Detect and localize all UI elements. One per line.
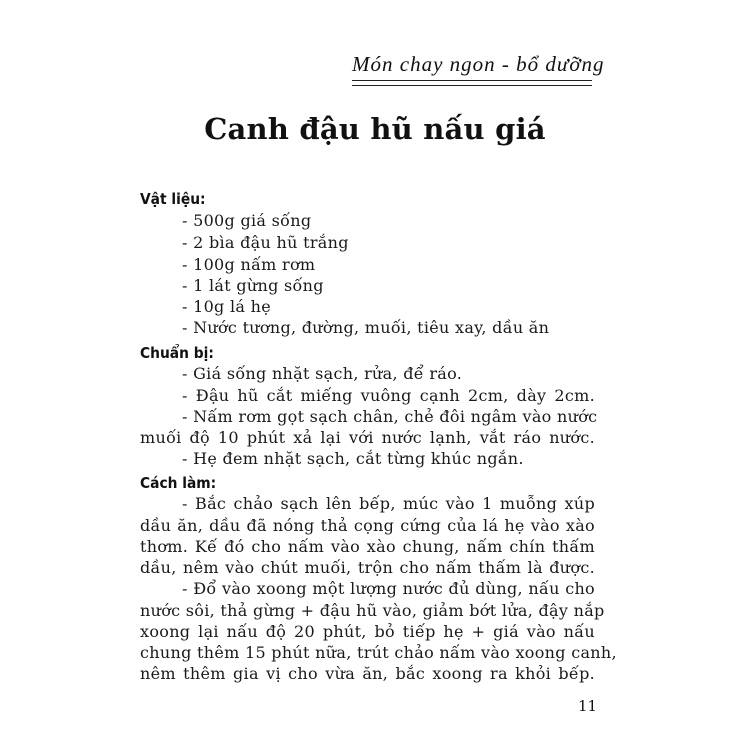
preparation-line: - Đậu hũ cắt miếng vuông cạnh 2cm, dày 2cm. (182, 386, 595, 405)
page-number: 11 (578, 697, 598, 715)
header-rule (352, 80, 592, 86)
ingredient-item: - Nước tương, đường, muối, tiêu xay, dầu ăn (182, 318, 550, 337)
ingredient-item: - 500g giá sống (182, 211, 312, 230)
method-line: chung thêm 15 phút nữa, trút chảo nấm vào xoong canh, (140, 643, 617, 662)
preparation-line: - Hẹ đem nhặt sạch, cắt từng khúc ngắn. (182, 449, 524, 468)
preparation-line: - Nấm rơm gọt sạch chân, chẻ đôi ngâm vào nước (182, 407, 598, 426)
method-line: thơm. Kế đó cho nấm vào xào chung, nấm chín thấm (140, 537, 595, 556)
ingredients-heading: Vật liệu: (140, 190, 206, 208)
running-header: Món chay ngon - bổ dưỡng (352, 52, 605, 76)
method-heading: Cách làm: (140, 474, 217, 492)
recipe-title: Canh đậu hũ nấu giá (204, 112, 546, 146)
method-line: dầu, nêm vào chút muối, trộn cho nấm thấm là được. (140, 558, 595, 577)
ingredient-item: - 10g lá hẹ (182, 297, 271, 316)
preparation-heading: Chuẩn bị: (140, 344, 214, 362)
method-line: - Bắc chảo sạch lên bếp, múc vào 1 muỗng xúp (182, 494, 595, 513)
method-line: xoong lại nấu độ 20 phút, bỏ tiếp hẹ + giá vào nấu (140, 622, 595, 641)
method-line: - Đổ vào xoong một lượng nước đủ dùng, nấu cho (182, 579, 595, 598)
ingredient-item: - 1 lát gừng sống (182, 276, 324, 295)
method-line: nêm thêm gia vị cho vừa ăn, bắc xoong ra khỏi bếp. (140, 664, 595, 683)
ingredient-item: - 2 bìa đậu hũ trắng (182, 233, 349, 252)
method-line: dầu ăn, dầu đã nóng thả cọng cứng của lá hẹ vào xào (140, 516, 595, 535)
method-line: nước sôi, thả gừng + đậu hũ vào, giảm bớt lửa, đậy nắp (140, 601, 605, 620)
preparation-line: - Giá sống nhặt sạch, rửa, để ráo. (182, 364, 463, 383)
preparation-line: muối độ 10 phút xả lại với nước lạnh, vắt ráo nước. (140, 428, 595, 447)
ingredient-item: - 100g nấm rơm (182, 255, 316, 274)
